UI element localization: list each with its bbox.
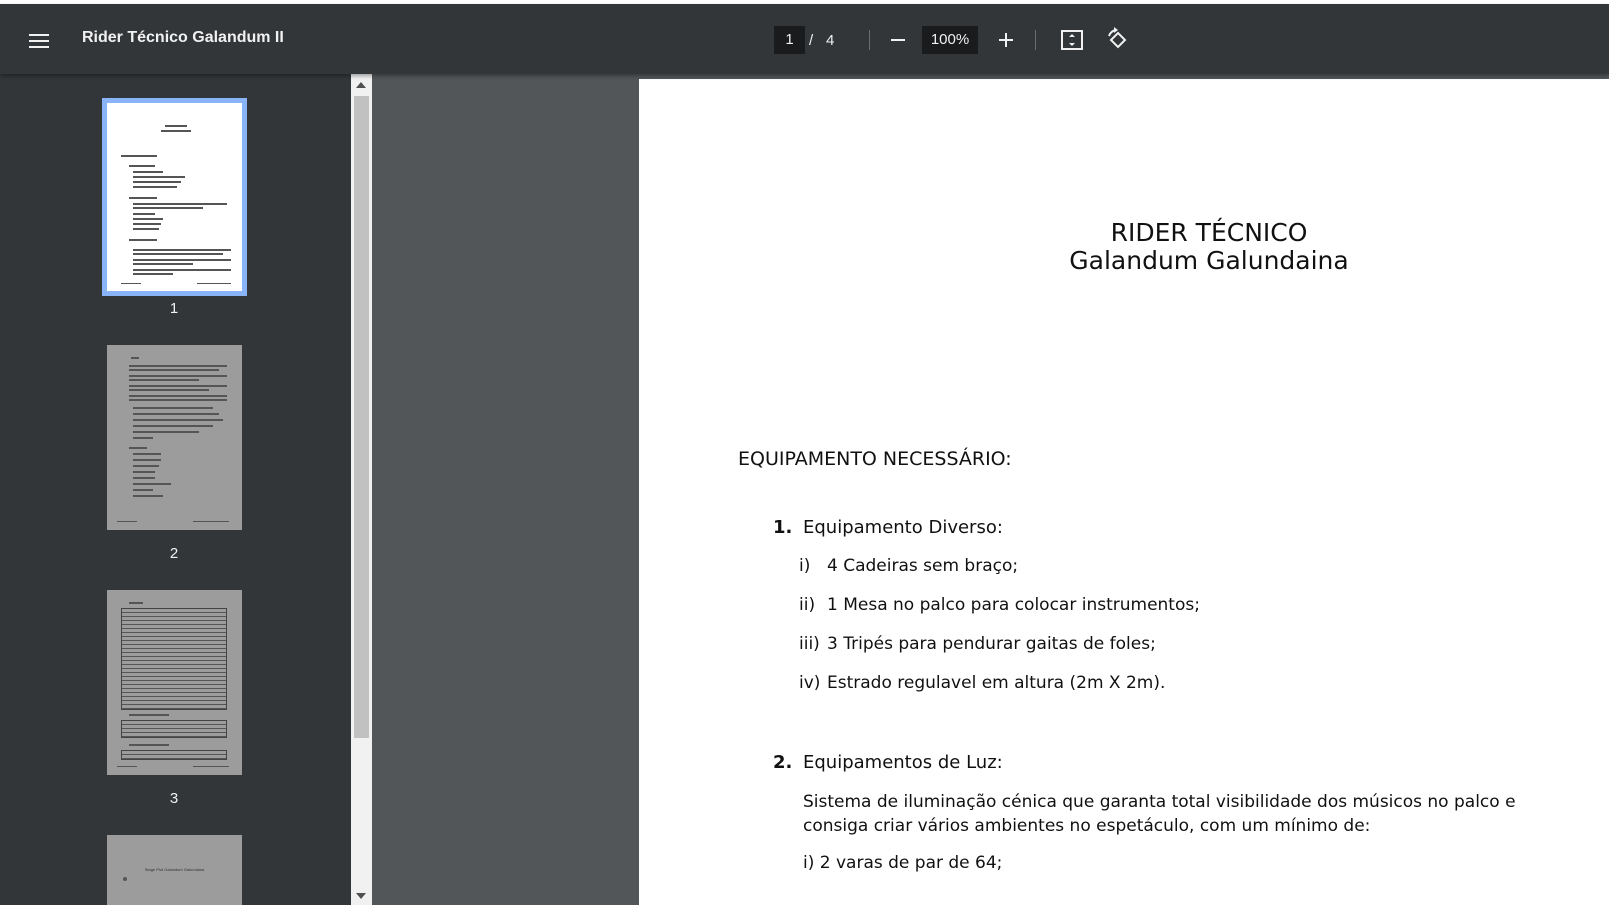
thumb-line — [133, 273, 173, 275]
thumbnail-page-number: 3 — [169, 790, 179, 807]
thumb-line — [133, 431, 199, 433]
thumb-line — [129, 399, 227, 401]
thumb-line — [133, 259, 231, 261]
thumb-line — [193, 521, 229, 522]
page-thumbnail-2[interactable] — [107, 345, 242, 530]
page-thumbnail-4[interactable] — [107, 835, 242, 905]
thumb-line — [117, 766, 137, 767]
pdf-toolbar — [0, 4, 1609, 74]
thumb-line — [129, 239, 157, 241]
thumb-line — [129, 602, 143, 604]
thumb-table — [121, 750, 227, 760]
thumb-line — [133, 489, 153, 491]
thumb-line — [129, 365, 227, 367]
item-title: Equipamentos de Luz: — [803, 752, 1003, 773]
thumb-line — [133, 459, 161, 461]
item-number: 1. — [773, 517, 793, 538]
thumb-line — [129, 197, 157, 199]
thumb-line — [133, 203, 227, 205]
sub-item — [799, 595, 1200, 615]
thumb-line — [133, 186, 177, 188]
sub-item-tag: iii) — [799, 634, 820, 654]
current-page-input[interactable]: 1 — [774, 26, 805, 54]
total-pages: 4 — [826, 32, 835, 49]
thumb-line — [133, 413, 219, 415]
thumb-line — [131, 357, 139, 359]
sub-item-tag: i) — [803, 853, 815, 873]
thumb-line — [165, 125, 187, 127]
sub-item — [799, 556, 1018, 576]
thumb-line — [133, 453, 161, 455]
zoom-out-icon[interactable] — [882, 24, 914, 56]
thumb-line — [129, 165, 155, 167]
item-paragraph: Sistema de iluminação cénica que garanta total visibilidade dos músicos no palco e consiga criar vários ambientes no espetáculo, com um mínimo de: — [803, 792, 1516, 836]
sub-item-tag: ii) — [799, 595, 816, 615]
thumb-line — [133, 419, 223, 421]
item-number: 2. — [773, 752, 793, 773]
section-title: EQUIPAMENTO NECESSÁRIO: — [738, 448, 1012, 470]
thumb-line — [161, 130, 191, 132]
thumb-line — [129, 395, 227, 397]
document-heading: RIDER TÉCNICO — [1110, 218, 1308, 247]
menu-icon[interactable] — [22, 24, 56, 58]
toolbar-divider — [1035, 30, 1036, 50]
thumb-line — [133, 181, 181, 183]
thumb-line — [129, 375, 227, 377]
thumb-line — [129, 389, 209, 391]
thumb-line — [133, 471, 155, 473]
thumb-line — [133, 269, 231, 271]
document-subheading: Galandum Galundaina — [1069, 246, 1349, 275]
fit-page-icon[interactable] — [1056, 24, 1088, 56]
thumb-line — [117, 521, 137, 522]
thumb-line — [133, 407, 213, 409]
pdf-page — [639, 79, 1609, 905]
item-title: Equipamento Diverso: — [803, 517, 1003, 538]
thumbnail-sidebar — [0, 74, 351, 905]
sub-item — [799, 634, 1156, 654]
thumb-line — [197, 283, 231, 284]
thumb-line — [133, 425, 213, 427]
thumb-line — [133, 437, 153, 439]
rotate-icon[interactable] — [1101, 24, 1133, 56]
sub-item-text: 3 Tripés para pendurar gaitas de foles; — [827, 634, 1156, 654]
sub-item — [799, 673, 1165, 693]
thumb-line — [133, 171, 163, 173]
thumb-line — [129, 744, 169, 746]
thumb-line — [133, 218, 163, 220]
scroll-up-arrow-icon[interactable] — [356, 82, 366, 88]
thumbnail-page-number: 2 — [169, 545, 179, 562]
sub-item-text: 2 varas de par de 64; — [819, 853, 1003, 873]
scrollbar-thumb[interactable] — [354, 96, 369, 738]
thumb-line — [121, 283, 141, 284]
thumb-table — [121, 720, 227, 738]
sub-item-text: 1 Mesa no palco para colocar instrumentos; — [827, 595, 1200, 615]
thumb-line — [133, 253, 223, 255]
sub-item-text: Estrado regulavel em altura (2m X 2m). — [827, 673, 1166, 693]
thumbnail-title-text: Stage Plot Galandum Galundaina — [144, 867, 205, 872]
thumb-line — [129, 369, 219, 371]
thumb-line — [133, 495, 163, 497]
sidebar-scrollbar[interactable] — [351, 74, 372, 905]
document-title: Rider Técnico Galandum II — [82, 29, 284, 46]
thumb-line — [129, 385, 227, 387]
thumb-line — [133, 207, 203, 209]
thumb-line — [133, 249, 231, 251]
thumb-line — [133, 465, 159, 467]
toolbar-divider — [869, 30, 870, 50]
thumb-line — [129, 379, 199, 381]
page-separator: / — [809, 32, 814, 49]
thumbnail-page-number: 1 — [169, 300, 179, 317]
page-thumbnail-1[interactable] — [107, 103, 242, 291]
zoom-level-input[interactable]: 100% — [922, 26, 978, 54]
thumb-line — [133, 213, 155, 215]
sub-item-tag: i) — [799, 556, 811, 576]
page-thumbnail-3[interactable] — [107, 590, 242, 775]
thumb-line — [133, 477, 155, 479]
thumb-line — [121, 155, 157, 157]
thumb-line — [133, 223, 161, 225]
sub-item-text: 4 Cadeiras sem braço; — [827, 556, 1019, 576]
sub-item-tag: iv) — [799, 673, 821, 693]
thumb-line — [123, 877, 127, 881]
zoom-in-icon[interactable] — [990, 24, 1022, 56]
thumb-table — [121, 608, 227, 710]
thumb-line — [193, 766, 229, 767]
thumb-line — [133, 228, 159, 230]
sub-item — [803, 853, 1002, 873]
thumb-line — [129, 714, 169, 716]
scroll-down-arrow-icon[interactable] — [356, 893, 366, 899]
thumb-line — [129, 447, 147, 449]
thumb-line — [133, 176, 185, 178]
thumb-line — [133, 483, 171, 485]
thumb-line — [133, 263, 193, 265]
